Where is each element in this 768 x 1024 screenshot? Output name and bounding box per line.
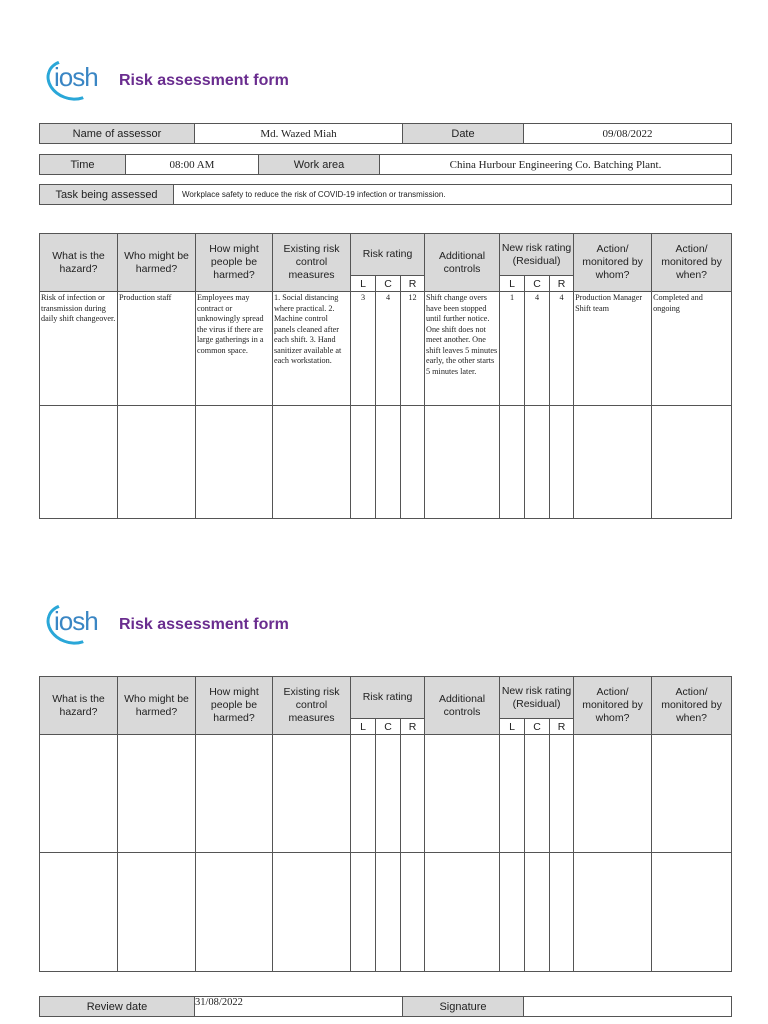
row1-r: 12 bbox=[401, 292, 425, 406]
header-risk-rating: Risk rating bbox=[351, 234, 425, 276]
row1-how: Employees may contract or unknowingly spread the virus if there are large gatherings in a common space. bbox=[196, 292, 273, 406]
header-how: How might people be harmed? bbox=[196, 677, 273, 735]
page-title: Risk assessment form bbox=[119, 72, 289, 89]
page-title: Risk assessment form bbox=[119, 616, 289, 633]
header-r: R bbox=[401, 719, 425, 735]
table-row bbox=[40, 735, 732, 853]
header-r: R bbox=[401, 276, 425, 292]
review-label: Review date bbox=[40, 997, 195, 1017]
table-row bbox=[40, 406, 732, 519]
time-label: Time bbox=[40, 155, 126, 175]
header-additional: Additional controls bbox=[425, 234, 500, 292]
header-risk-rating: Risk rating bbox=[351, 677, 425, 719]
header-l: L bbox=[351, 719, 376, 735]
header-new-r: R bbox=[550, 719, 574, 735]
header-hazard: What is the hazard? bbox=[40, 234, 118, 292]
assessment-table-1 bbox=[39, 233, 732, 519]
time-area-table bbox=[39, 154, 732, 175]
header-new-c: C bbox=[525, 276, 550, 292]
date-label: Date bbox=[403, 124, 524, 144]
row1-additional: Shift change overs have been stopped until further notice. One shift does not meet another. One shift leaves 5 minutes early, the other starts 5 minutes later. bbox=[425, 292, 500, 406]
header-existing: Existing risk control measures bbox=[273, 234, 351, 292]
row1-by-whom: Production Manager Shift team bbox=[574, 292, 652, 406]
row1-new-l: 1 bbox=[500, 292, 525, 406]
signature-field[interactable] bbox=[524, 997, 732, 1017]
area-label: Work area bbox=[259, 155, 380, 175]
header-hazard: What is the hazard? bbox=[40, 677, 118, 735]
header-existing: Existing risk control measures bbox=[273, 677, 351, 735]
header-by-whom: Action/ monitored by whom? bbox=[574, 234, 652, 292]
table-row bbox=[40, 853, 732, 972]
header-by-whom: Action/ monitored by whom? bbox=[574, 677, 652, 735]
header-c: C bbox=[376, 719, 401, 735]
header-additional: Additional controls bbox=[425, 677, 500, 735]
assessor-table bbox=[39, 123, 732, 144]
header-new-c: C bbox=[525, 719, 550, 735]
header-new-l: L bbox=[500, 276, 525, 292]
row1-existing: 1. Social distancing where practical. 2. Machine control panels cleaned after each shift. 3. Hand sanitizer available at each workstation. bbox=[273, 292, 351, 406]
date-value: 09/08/2022 bbox=[524, 124, 732, 144]
row1-c: 4 bbox=[376, 292, 401, 406]
assessor-label: Name of assessor bbox=[40, 124, 195, 144]
header-new-r: R bbox=[550, 276, 574, 292]
assessor-value: Md. Wazed Miah bbox=[195, 124, 403, 144]
row1-by-when: Completed and ongoing bbox=[652, 292, 732, 406]
header-harmed: Who might be harmed? bbox=[118, 234, 196, 292]
header-by-when: Action/ monitored by when? bbox=[652, 234, 732, 292]
row1-hazard: Risk of infection or transmission during daily shift changeover. bbox=[40, 292, 118, 406]
time-value: 08:00 AM bbox=[126, 155, 259, 175]
header-how: How might people be harmed? bbox=[196, 234, 273, 292]
area-value: China Hurbour Engineering Co. Batching Plant. bbox=[380, 155, 732, 175]
review-table bbox=[39, 996, 732, 1017]
logo-text: iosh bbox=[54, 606, 98, 636]
table-row bbox=[40, 292, 732, 406]
logo-text: iosh bbox=[54, 62, 98, 92]
header-harmed: Who might be harmed? bbox=[118, 677, 196, 735]
header-by-when: Action/ monitored by when? bbox=[652, 677, 732, 735]
header-new-l: L bbox=[500, 719, 525, 735]
task-table bbox=[39, 184, 732, 205]
row1-new-c: 4 bbox=[525, 292, 550, 406]
iosh-logo-icon bbox=[44, 60, 102, 102]
iosh-logo-icon bbox=[44, 604, 102, 646]
row1-new-r: 4 bbox=[550, 292, 574, 406]
row1-l: 3 bbox=[351, 292, 376, 406]
header-new-risk: New risk rating (Residual) bbox=[500, 234, 574, 276]
header-new-risk: New risk rating (Residual) bbox=[500, 677, 574, 719]
task-value: Workplace safety to reduce the risk of COVID-19 infection or transmission. bbox=[174, 185, 732, 205]
task-label: Task being assessed bbox=[40, 185, 174, 205]
signature-label: Signature bbox=[403, 997, 524, 1017]
row1-harmed: Production staff bbox=[118, 292, 196, 406]
review-value: 31/08/2022 bbox=[195, 997, 403, 1017]
header-c: C bbox=[376, 276, 401, 292]
assessment-table-2 bbox=[39, 676, 732, 972]
header-l: L bbox=[351, 276, 376, 292]
